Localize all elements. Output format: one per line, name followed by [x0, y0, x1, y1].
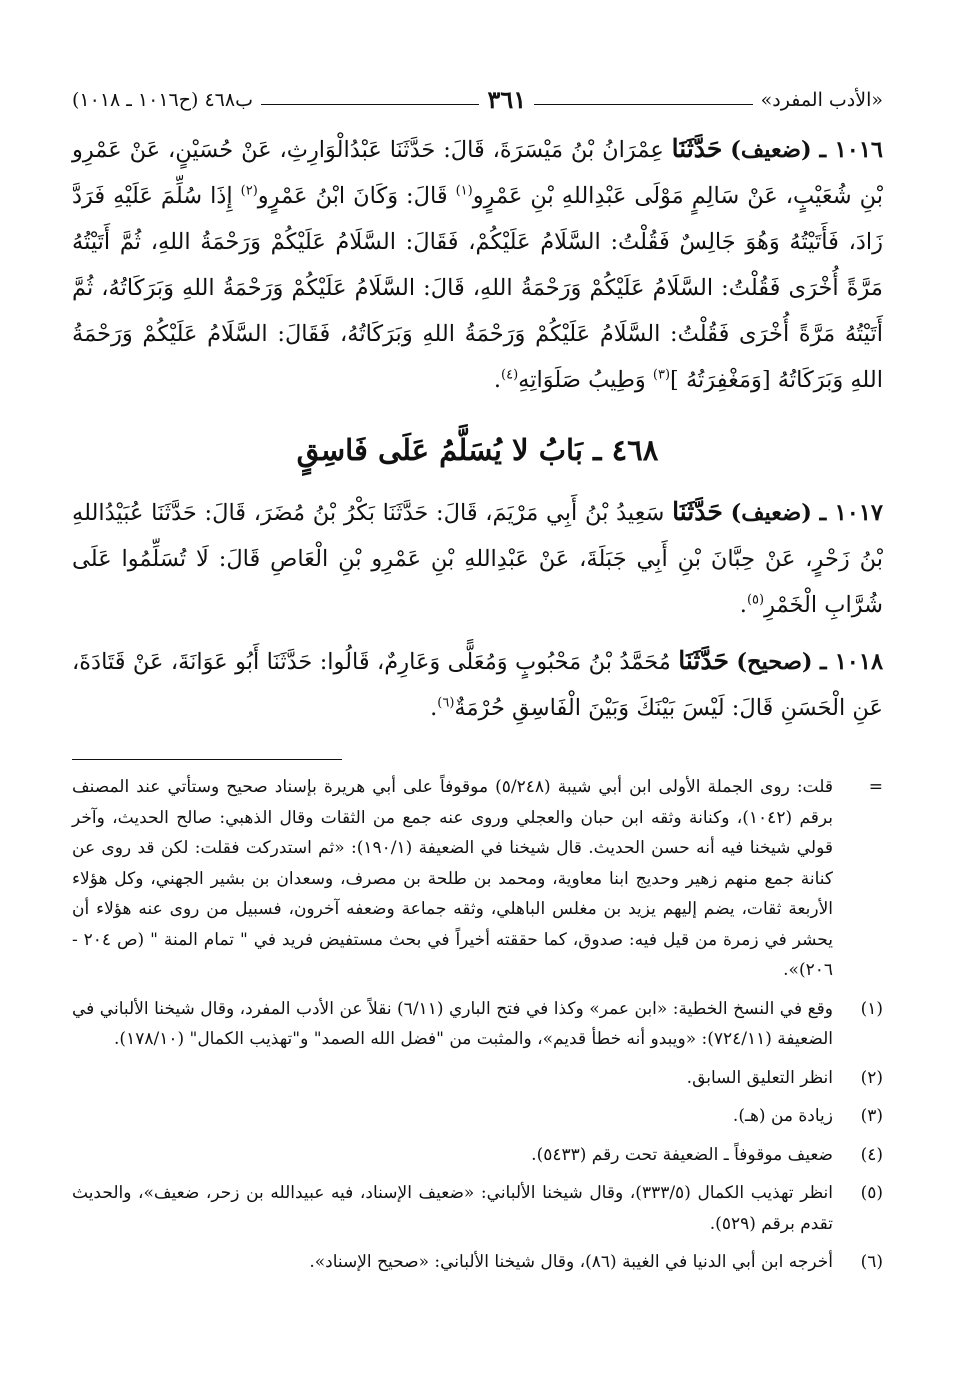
- footnote-3: [72, 1101, 883, 1132]
- running-head-chapter-ref: ب٤٦٨ (ح١٠١٦ ـ ١٠١٨): [72, 89, 253, 111]
- hadith-end: .: [493, 367, 502, 393]
- hadith-text: إِذَا سُلِّمَ عَلَيْهِ فَرَدَّ زَادَ، فَأَتَيْتُهُ وَهُوَ جَالِسٌ فَقُلْتُ: السَّلَامُ عَلَيْكُمْ، فَقَالَ: السَّلَامُ عَلَيْكُمْ وَرَحْمَةُ اللهِ، ثُمَّ أَتَيْتُهُ مَرَّةً أُخْرَى فَقُلْتُ: السَّلَامُ عَلَيْكُمْ وَرَحْمَةُ اللهِ، قَالَ: السَّلَامُ عَلَيْكُمْ وَرَحْمَةُ اللهِ وَبَرَكَاتُهُ، ثُمَّ أَتَيْتُهُ مَرَّةً أُخْرَى فَقُلْتُ: السَّلَامُ عَلَيْكُمْ وَرَحْمَةُ اللهِ وَبَرَكَاتُهُ، فَقَالَ: السَّلَامُ عَلَيْكُمْ وَرَحْمَةُ اللهِ وَبَرَكَاتُهُ [وَمَغْفِرَتُهُ ]: [72, 183, 883, 393]
- footnote-ref-5: (٥): [746, 592, 765, 608]
- footnote-text: زيادة من (هـ).: [732, 1106, 833, 1126]
- hadith-grade: (ضعيف): [730, 500, 812, 526]
- running-head-book-title: «الأدب المفرد»: [760, 89, 883, 111]
- narration-word: حَدَّثَنَا: [672, 497, 723, 526]
- hadith-text: قَالَ: وَكَانَ ابْنُ عَمْرٍو: [257, 183, 456, 209]
- footnote-label: (٦): [860, 1252, 883, 1272]
- main-text: [72, 126, 883, 731]
- footnote-text: أخرجه ابن أبي الدنيا في الغيبة (٨٦)، وقال شيخنا الألباني: «صحيح الإسناد».: [309, 1252, 833, 1272]
- hadith-number: ١٠١٨ ـ: [820, 649, 884, 675]
- running-head-rule-right: [534, 104, 753, 105]
- hadith-1018: [72, 638, 883, 731]
- footnote-ref-1: (١): [455, 183, 473, 199]
- hadith-end: .: [430, 695, 438, 721]
- footnote-ref-3: (٣): [652, 367, 671, 383]
- footnote-label: (٥): [860, 1183, 883, 1203]
- footnote-6: [72, 1247, 883, 1278]
- footnote-separator: [72, 759, 342, 760]
- running-head: [72, 78, 883, 112]
- footnote-text: انظر التعليق السابق.: [686, 1067, 833, 1088]
- footnote-text: قلت: روى الجملة الأولى ابن أبي شيبة (٥/٢٤٨) موقوفاً على أبي هريرة بإسناد صحيح وستأتي عند المصنف برقم (١٠٤٢)، وكنانة وثقه ابن حبان والعجلي وروى عنه جمع من الثقات وقال الذهبي: صالح الحديث، وآخر قولي شيخنا فيه أنه حسن الحديث. قال شيخنا في الضعيفة (١٩٠/١): «ثم استدركت فقلت: لكن قد روى عن كنانة جمع منهم زهير وحديج ابنا معاوية، ومحمد بن طلحة بن مصرف، وسعدان بن بشير الجهني، وكل هؤلاء الأربعة ثقات، يضم إليهم يزيد بن مغلس الباهلي، وثقه جماعة وضعفه آخرون، فسبيل من روى عنه هؤلاء أن يحشر في زمرة من قيل فيه: صدوق، كما حققته أخيراً في بحث مستفيض فريد في " تمام المنة " (ص ٢٠٤ - ٢٠٦)».: [72, 777, 834, 980]
- hadith-number: ١٠١٧ ـ: [819, 500, 883, 526]
- hadith-text: عِمْرَانُ بْنُ مَيْسَرَةَ، قَالَ: حَدَّثَنَا عَبْدُالْوَارِثِ، عَنْ حُسَيْنٍ، عَنْ عَمْرِو بْنِ شُعَيْبٍ، عَنْ سَالِمٍ مَوْلَى عَبْدِاللهِ بْنِ عَمْرٍو: [72, 137, 883, 209]
- hadith-number: ١٠١٦ ـ: [819, 137, 883, 163]
- footnote-continued: [72, 772, 883, 986]
- chapter-heading: ٤٦٨ ـ بَابُ لا يُسَلَّمُ عَلَى فَاسِقٍ: [296, 433, 659, 467]
- hadith-1017: [72, 489, 883, 628]
- footnote-ref-6: (٦): [437, 695, 455, 711]
- footnote-1: [72, 994, 883, 1055]
- footnote-label: =: [868, 777, 883, 797]
- narration-word: حَدَّثَنَا: [671, 134, 723, 163]
- hadith-1016: [72, 126, 883, 403]
- running-head-rule-left: [261, 104, 480, 105]
- hadith-text: وَطِيبُ صَلَوَاتِهِ: [518, 367, 653, 393]
- narration-word: حَدَّثَنَا: [678, 646, 729, 675]
- hadith-end: .: [739, 592, 747, 618]
- footnote-text: ضعيف موقوفاً ـ الضعيفة تحت رقم (٥٤٣٣).: [531, 1144, 833, 1165]
- footnote-5: [72, 1178, 883, 1239]
- footnote-2: [72, 1063, 883, 1094]
- footnote-text: وقع في النسخ الخطية: «ابن عمر» وكذا في فتح الباري (٦/١١) نقلاً عن الأدب المفرد، وقال شيخنا الألباني في الضعيفة (٧٢٤/١١): «ويبدو أنه خطأ قديم»، والمثبت من "فضل الله الصمد" و"تهذيب الكمال" (١٧٨/١٠).: [72, 998, 833, 1049]
- footnote-4: [72, 1140, 883, 1171]
- footnote-label: (٤): [860, 1144, 883, 1165]
- footnote-ref-2: (٢): [240, 183, 258, 199]
- hadith-grade: (صحيح): [736, 649, 813, 675]
- hadith-text: مُحَمَّدُ بْنُ مَحْبُوبٍ وَمُعَلًّى وَعَارِمٌ، قَالُوا: حَدَّثَنَا أَبُو عَوَانَةَ، عَنْ قَتَادَةَ، عَنِ الْحَسَنِ قَالَ: لَيْسَ بَيْنَكَ وَبَيْنَ الْفَاسِقِ حُرْمَةٌ: [72, 649, 883, 721]
- footnote-label: (٣): [860, 1106, 883, 1126]
- page-number: ٣٦١: [487, 85, 527, 114]
- footnotes: [72, 772, 883, 1278]
- footnote-label: (١): [860, 998, 883, 1019]
- footnote-text: انظر تهذيب الكمال (٣٣٣/٥)، وقال شيخنا الألباني: «ضعيف الإسناد، فيه عبيدالله بن زحر، ضعيف»، والحديث تقدم برقم (٥٢٩).: [72, 1183, 833, 1234]
- footnote-label: (٢): [860, 1067, 883, 1088]
- hadith-text: سَعِيدُ بْنُ أَبِي مَرْيَمَ، قَالَ: حَدَّثَنَا بَكْرُ بْنُ مُضَرَ، قَالَ: حَدَّثَنَا عُبَيْدُاللهِ بْنُ زَحْرٍ، عَنْ حِبَّانَ بْنِ أَبِي جَبَلَةَ، عَنْ عَبْدِاللهِ بْنِ عَمْرِو بْنِ الْعَاصِ قَالَ: لَا تُسَلِّمُوا عَلَى شُرَّابِ الْخَمْرِ: [72, 500, 883, 618]
- footnote-ref-4: (٤): [501, 367, 519, 383]
- hadith-grade: (ضعيف): [730, 137, 812, 163]
